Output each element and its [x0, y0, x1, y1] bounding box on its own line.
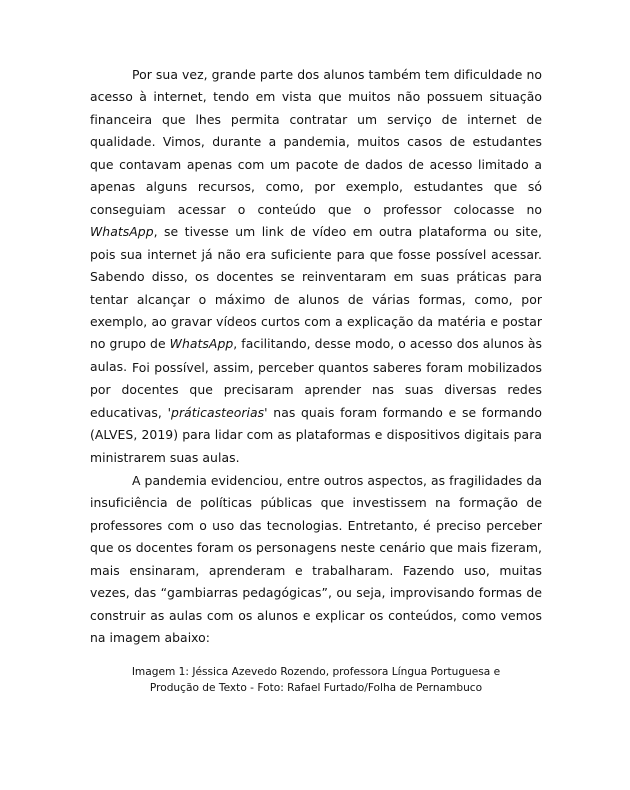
praticasteorias-term: práticasteorias: [171, 404, 265, 420]
caption-line-1: Imagem 1: Jéssica Azevedo Rozendo, professora Língua Portuguesa e: [131, 666, 501, 678]
caption-line-2: Produção de Texto - Foto: Rafael Furtado/Folha de Pernambuco: [149, 682, 483, 694]
text-segment: Foi possível, assim, perceber quantos saberes foram mobilizados por docentes que precisaram aprender nas suas diversas redes educativas, ': [90, 360, 542, 420]
whatsapp-term: WhatsApp: [90, 224, 154, 240]
paragraph-internet-access: [90, 64, 542, 378]
text-segment: A pandemia evidenciou, entre outros aspectos, as fragilidades da insuficiência de políticas públicas que investissem na formação de professores com o uso das tecnologias. Entretanto, é preciso perceber que os docentes foram os personagens neste cenário que mais fizeram, mais ensinaram, aprenderam e trabalharam. Fazendo uso, muitas vezes, das “gambiarras pedagógicas”, ou seja, improvisando formas de construir as aulas com os alunos e explicar os conteúdos, como vemos na imagem abaixo:: [90, 473, 542, 646]
paragraph-teacher-knowledge: [90, 357, 542, 469]
text-segment: ' nas quais foram formando e se formando (ALVES, 2019) para lidar com as plataformas e dispositivos digitais para ministrarem suas aulas.: [90, 404, 542, 465]
text-segment: Por sua vez, grande parte dos alunos também tem dificuldade no acesso à internet, tendo em vista que muitos não possuem situação financeira que lhes permita contratar um serviço de internet de qualidade. Vimos, durante a pandemia, muitos casos de estudantes que contavam apenas com um pacote de dados de acesso limitado a apenas alguns recursos, como, por exemplo, estudantes que só conseguiam acessar o conteúdo que o professor colocasse no: [90, 67, 542, 217]
text-segment: , facilitando, desse modo, o acesso dos alunos às aulas.: [90, 336, 542, 374]
image-caption: [90, 664, 542, 696]
whatsapp-term: WhatsApp: [169, 336, 234, 352]
paragraph-pandemia: [90, 470, 542, 650]
text-segment: , se tivesse um link de vídeo em outra plataforma ou site, pois sua internet já não era suficiente para que fosse possível acessar. Sabendo disso, os docentes se reinventaram em suas práticas para tentar alcançar o máximo de alunos de várias formas, como, por exemplo, ao gravar vídeos curtos com a explicação da matéria e postar no grupo de: [90, 224, 542, 352]
